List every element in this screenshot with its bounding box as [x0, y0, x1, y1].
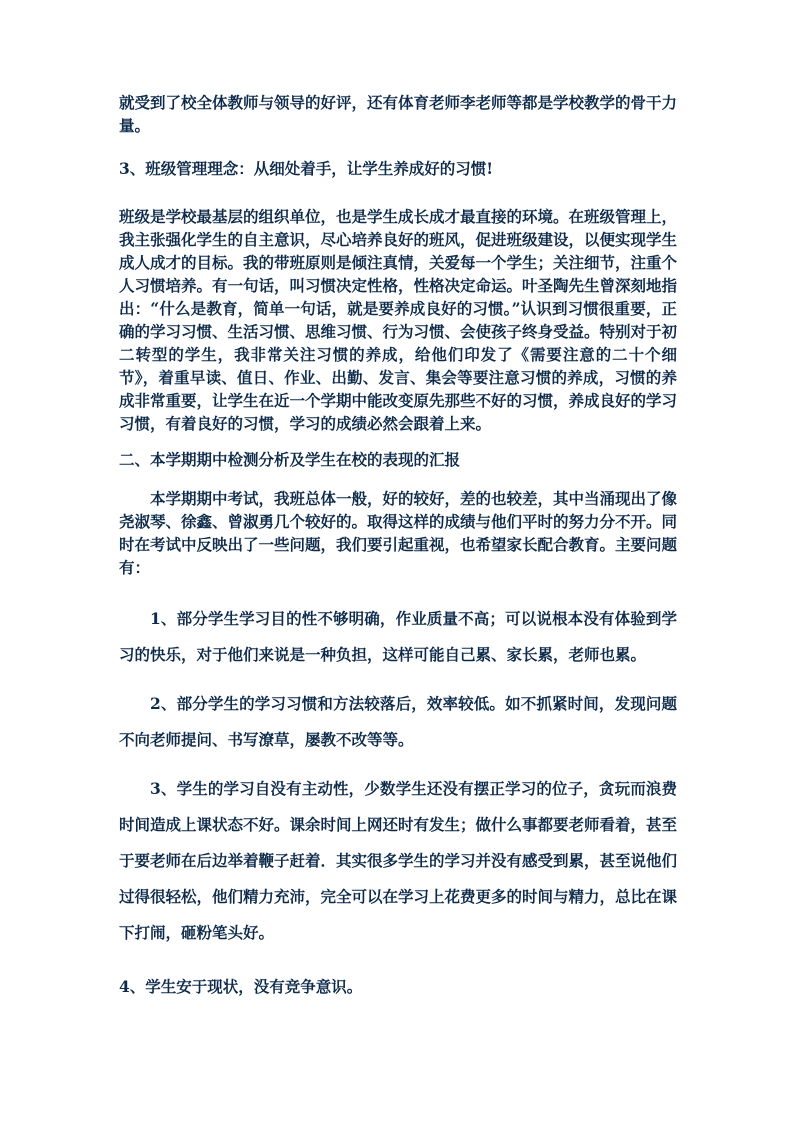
issue-item-1: 1、部分学生学习目的性不够明确，作业质量不高；可以说根本没有体验到学习的快乐，对于他们来说是一种负担，这样可能自己累、家长累，老师也累。	[119, 609, 677, 664]
paragraph-intro-end: 就受到了校全体教师与领导的好评，还有体育老师李老师等都是学校教学的骨干力量。	[119, 93, 678, 135]
document-body	[119, 91, 677, 998]
issue-item-2: 2、部分学生的学习习惯和方法较落后，效率较低。如不抓紧时间，发现问题不向老师提问、书写潦草，屡教不改等等。	[119, 694, 677, 749]
issue-item-3: 3、学生的学习自没有主动性，少数学生还没有摆正学习的位子，贪玩而浪费时间造成上课状态不好。课余时间上网还时有发生；做什么事都要老师看着，甚至于要老师在后边举着鞭子赶着．其实很多学生的学习并没有感受到累，甚至说他们过得很轻松，他们精力充沛，完全可以在学习上花费更多的时间与精力，总比在课下打闹，砸粉笔头好。	[119, 779, 678, 942]
heading-class-management-philosophy: 3、班级管理理念：从细处着手，让学生养成好的习惯!	[119, 159, 494, 178]
issue-item-4: 4、学生安于现状，没有竞争意识。	[119, 977, 363, 996]
paragraph-midterm-exam: 本学期期中考试，我班总体一般，好的较好，差的也较差，其中当涌现出了像尧淑琴、徐鑫、曾淑勇几个较好的。取得这样的成绩与他们平时的努力分不开。同时在考试中反映出了一些问题，我们要引起重视，也希望家长配合教育。主要问题有：	[119, 489, 678, 577]
paragraph-class-management: 班级是学校最基层的组织单位，也是学生成长成才最直接的环境。在班级管理上，我主张强化学生的自主意识，尽心培养良好的班风，促进班级建设，以便实现学生成人成才的目标。我的带班原则是倾注真情，关爱每一个学生；关注细节，注重个人习惯培养。有一句话，叫习惯决定性格，性格决定命运。叶圣陶先生曾深刻地指出：“什么是教育，简单一句话，就是要养成良好的习惯。”认识到习惯很重要，正确的学习习惯、生活习惯、思维习惯、行为习惯、会使孩子终身受益。特别对于初二转型的学生，我非常关注习惯的养成，给他们印发了《需要注意的二十个细节》，着重早读、值日、作业、出勤、发言、集会等要注意习惯的养成，习惯的养成非常重要，让学生在近一个学期中能改变原先那些不好的习惯，养成良好的学习习惯，有着良好的习惯，学习的成绩必然会跟着上来。	[119, 207, 678, 433]
heading-midterm-analysis: 二、本学期期中检测分析及学生在校的表现的汇报	[119, 450, 461, 469]
